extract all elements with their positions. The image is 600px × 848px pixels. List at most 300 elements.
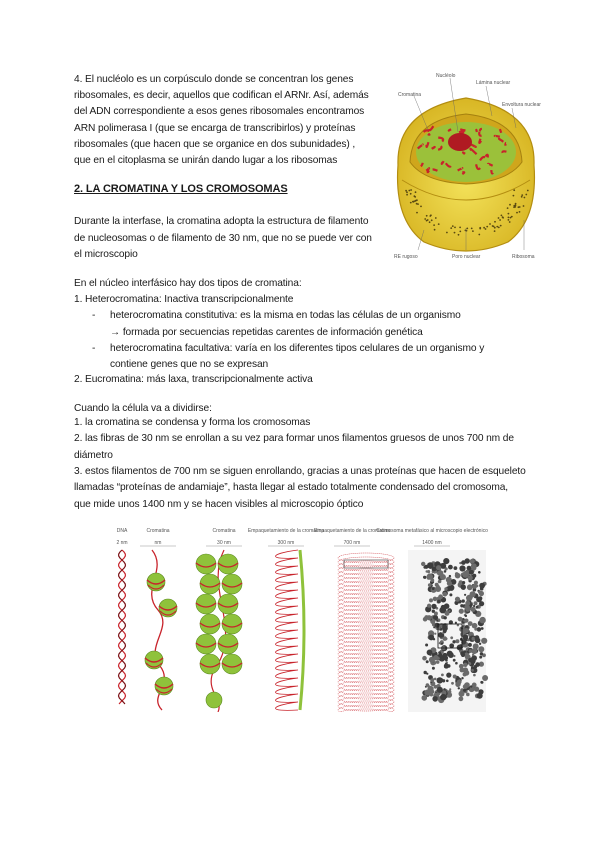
chromatin-granule [445,611,450,616]
chromatin-granule [436,585,440,589]
chromatin-granule [434,612,438,616]
chromatin-granule [443,592,448,597]
nucleosome-string [145,550,177,710]
label-poro-nuclear: Poro nuclear [452,254,481,260]
ribosome [501,215,503,217]
chromatin-strand [476,130,477,132]
chromatin-granule [460,638,463,641]
ribosome [478,234,480,236]
chromatin-granule [472,607,475,610]
chromatin-granule [437,687,443,693]
ribosome [510,217,512,219]
intro-line: ARN polimerasa I (que se encarga de transcribirlos) y proteínas [74,122,356,134]
ribosome [513,189,515,191]
chromatin-granule [463,573,468,578]
ribosome [471,228,473,230]
nucleosome [200,654,220,674]
chromatin-granule [429,598,433,602]
ribosome [502,217,504,219]
chromatin-granule [452,640,455,643]
chromatin-granule [441,674,444,677]
coil-turn [338,653,394,663]
chromatin-granule [466,693,470,697]
chromatin-granule [437,572,439,574]
nucleosome [218,594,238,614]
nucleosome [196,594,216,614]
chromatin-granule [432,587,435,590]
chromatin-granule [464,628,469,633]
ribosome [518,206,520,208]
chromatin-granule [437,677,443,683]
chromatin-strand [428,168,429,172]
ribosome [408,190,410,192]
chromatin-granule [431,604,436,609]
chromatin-granule [444,663,449,668]
nucleolus [448,133,472,151]
chromatin-granule [434,678,437,681]
coil-turn [338,589,394,599]
chromatin-granule [474,628,477,631]
chromatin-granule [434,685,438,689]
label-lamina-nuclear: Lámina nuclear [476,80,511,86]
column-size: 2 nm [116,540,128,546]
chromatin-granule [468,621,473,626]
chromatin-granule [449,575,451,577]
chromatin-granule [474,687,479,692]
ribosome [426,215,428,217]
label-ribosoma: Ribosoma [512,254,535,260]
chromatin-granule [440,610,443,613]
chromatin-granule [438,580,441,583]
chromatin-granule [467,584,473,590]
chromatin-granule [436,620,438,622]
chromatin-packaging-figure [114,524,494,712]
chromatin-granule [422,695,428,701]
nucleosome [196,634,216,654]
bullet-dash: - [92,343,96,354]
ribosome [513,195,515,197]
ribosome [466,228,468,230]
ribosome [472,230,474,232]
types-intro: En el núcleo interfásico hay dos tipos de cromatina: [74,278,302,289]
intro-line: ribosomales, es decir, aquellos que codifican el ARNr. Así, además [74,90,369,102]
nucleus-illustration [388,70,544,262]
coil-turn [338,645,394,655]
chromatin-granule [424,576,427,579]
chromatin-granule [455,639,459,643]
coil-turn [338,585,394,595]
ribosome [494,230,496,232]
nucleosome [200,574,220,594]
chromatin-granule [432,567,437,572]
ribosome [414,195,416,197]
ribosome [406,194,408,196]
ribosome [426,220,428,222]
metaphase-chromosome-micrograph [408,550,488,712]
chromatin-granule [424,671,427,674]
chromatin-granule [473,674,476,677]
ribosome [452,225,454,227]
chromatin-granule [436,565,441,570]
ribosome [516,212,518,214]
chromatin-granule [449,593,452,596]
chromatin-granule [478,571,481,574]
ribosome [499,219,501,221]
chromatin-granule [433,597,438,602]
chromatin-strand [432,147,435,149]
chromatin-granule [434,662,436,664]
coil-turn [338,669,394,679]
nucleosome [222,654,242,674]
chromatin-granule [481,638,487,644]
chromatin-loop [276,550,299,710]
chromatin-granule [480,652,483,655]
coil-turn [338,677,394,687]
coil-turn [338,661,394,671]
chromatin-granule [438,651,441,654]
chromatin-granule [463,667,469,673]
ribosome [508,213,510,215]
chromatin-granule [430,690,434,694]
ribosome [483,227,485,229]
chromatin-granule [446,680,449,683]
chromatin-granule [467,639,470,642]
coil-turn [338,665,394,675]
chromatin-granule [455,622,457,624]
chromatin-granule [448,565,453,570]
chromatin-granule [449,610,451,612]
interphase-line: el microscopio [74,249,138,260]
chromatin-granule [468,662,471,665]
chromatin-granule [462,581,465,584]
chromatin-granule [476,606,479,609]
ribosome [406,191,408,193]
ribosome [410,189,412,191]
ribosome [420,206,422,208]
ribosome [498,217,500,219]
coil-turn [338,673,394,683]
chromatin-granule [463,684,468,689]
chromatin-granule [437,600,441,604]
ribosome [509,204,511,206]
chromatin-granule [427,604,431,608]
ribosome [515,203,517,205]
chromatin-granule [468,643,472,647]
chromatin-granule [427,615,432,620]
chromatin-granule [459,565,465,571]
chromatin-granule [473,574,477,578]
chromatin-granule [434,633,436,635]
ribosome [405,190,407,192]
coil-turn [338,637,394,647]
chromatin-granule [463,634,468,639]
chromatin-granule [447,581,452,586]
coil-turn [338,553,394,563]
chromatin-granule [463,624,465,626]
column-title: Empaquetamiento de la cromatina [313,528,391,534]
chromatin-granule [453,675,457,679]
chromatin-granule [427,570,430,573]
division-step-line: que mide unos 1400 nm y se hacen visibles al microscopio óptico [74,498,364,510]
chromatin-granule [428,583,432,587]
chromatin-granule [458,617,463,622]
chromatin-granule [470,591,476,597]
chromatin-granule [470,685,472,687]
ribosome [508,219,510,221]
coil-turn [338,641,394,651]
chromatin-granule [479,583,485,589]
ribosome [508,217,510,219]
ribosome [438,223,440,225]
column-title: Cromatina [212,528,236,534]
chromatin-granule [475,638,481,644]
coil-turn [338,689,394,699]
ribosome [494,227,496,229]
bullet-dash: - [92,310,96,321]
chromatin-granule [455,662,458,665]
ribosome [410,202,412,204]
column-title: Empaquetamiento de la cromatina [247,528,325,534]
ribosome [492,225,494,227]
division-step-line: diámetro [74,449,113,461]
chromatin-granule [453,659,456,662]
intro-line: ribosomales (que hacen que se organice en dos subunidades) , [74,138,356,150]
chromatin-granule [463,689,466,692]
nucleosome [206,692,222,708]
coil-turn [338,621,394,631]
chromatin-granule [456,681,460,685]
chromatin-granule [428,685,431,688]
chromatin-granule [444,587,447,590]
ribosome [410,193,412,195]
chromatin-granule [478,689,483,694]
coil-turn [338,685,394,695]
division-step-line: 1. la cromatina se condensa y forma los cromosomas [74,417,311,428]
chromatin-granule [471,669,474,672]
chromatin-granule [435,623,440,628]
chromatin-granule [436,660,440,664]
chromatin-granule [479,656,482,659]
ribosome [416,212,418,214]
chromatin-granule [432,696,438,702]
coil-turn [338,693,394,703]
chromatin-type-line: 1. Heterocromatina: Inactiva transcripcionalmente [74,294,294,305]
chromatin-strand [505,143,506,146]
nucleosome [222,614,242,634]
chromatin-granule [476,585,479,588]
chromatin-granule [442,576,446,580]
column-size: 700 nm [343,540,361,546]
ribosome [498,227,500,229]
column-size: nm [154,540,162,546]
chromatin-strand [463,153,465,154]
chromatin-granule [458,687,460,689]
chromatin-granule [463,620,465,622]
coil-turn [338,697,394,707]
chromatin-granule [479,643,481,645]
chromatin-granule [475,662,480,667]
ribosome [459,227,461,229]
chromatin-granule [450,636,453,639]
chromatin-granule [446,673,451,678]
coil-turn [338,581,394,591]
ribosome [435,217,437,219]
division-step-line: llamadas “proteínas de andamiaje”, hasta llegar al estado totalmente condensado del cromosoma, [74,482,509,494]
chromatin-granule [467,566,472,571]
ribosome [500,225,502,227]
chromatin-strand [428,134,429,135]
chromatin-granule [463,663,467,667]
ribosome [489,223,491,225]
chromatin-granule [455,573,461,579]
chromatin-granule [428,635,434,641]
intro-line: del ADN correspondiente a esos genes ribosomales encontramos [74,106,365,118]
chromatin-granule [445,659,448,662]
chromatin-granule [459,696,464,701]
chromatin-granule [469,649,473,653]
ribosome [431,219,433,221]
coil-turn [338,561,394,571]
chromatin-granule [464,594,466,596]
coil-turn [338,629,394,639]
column-size: 300 nm [277,540,295,546]
coil-turn [338,617,394,627]
nucleosome [222,574,242,594]
ribosome [507,207,509,209]
ribosome [509,221,511,223]
coil-turn [338,565,394,575]
column-size: 1400 nm [422,540,442,546]
coil-turn [338,633,394,643]
ribosome [433,224,435,226]
chromatin-granule [432,667,435,670]
coil-turn [338,593,394,603]
ribosome [459,231,461,233]
chromatin-granule [472,654,474,656]
chromatin-granule [439,642,441,644]
division-step-line: 3. estos filamentos de 700 nm se siguen enrollando, gracias a unas proteínas que hacen de esqueleto [74,465,526,477]
chromatin-granule [451,682,454,685]
coil-turn [338,569,394,579]
chromatin-granule [461,653,465,657]
chromatin-granule [459,664,464,669]
column-headers [116,528,488,546]
chromatin-granule [431,631,433,633]
chromatin-granule [438,594,443,599]
nucleosome [200,614,220,634]
coil-turn [338,597,394,607]
chromatin-granule [444,616,447,619]
interphase-line: Durante la interfase, la cromatina adopta la estructura de filamento [74,216,369,227]
column-size: 30 nm [217,540,231,546]
chromatin-granule [440,694,446,700]
ribosome [494,221,496,223]
ribosome [479,228,481,230]
label-nucleolo: Nucléolo [436,73,456,79]
chromatin-granule [481,627,484,630]
ribosome [527,190,529,192]
chromatin-coil-700nm [338,553,394,712]
chromatin-loops-300nm [276,550,305,710]
chromatin-strand [449,129,451,130]
chromatin-granule [470,559,475,564]
ribosome [458,234,460,236]
chromatin-granule [478,596,482,600]
chromatin-granule [433,655,438,660]
chromatin-granule [471,648,477,654]
chromatin-granule [427,650,433,656]
chromatin-type-line: → formada por secuencias repetidas carentes de información genética [110,327,423,338]
chromatin-30nm-fibre [196,550,242,712]
chromatin-granule [478,646,484,652]
chromatin-granule [465,601,470,606]
chromatin-granule [425,644,428,647]
ribosome [415,191,417,193]
chromatin-granule [465,558,470,563]
chromatin-granule [449,643,454,648]
section-title: 2. LA CROMATINA Y LOS CROMOSOMAS [74,183,288,195]
ribosome [524,197,526,199]
division-intro: Cuando la célula va a dividirse: [74,403,212,414]
interphase-line: de nucleosomas o de filamento de 30 nm, que no se puede ver con [74,232,372,244]
nucleosome [196,554,216,574]
column-title: Cromatina [146,528,170,534]
chromatin-granule [426,660,429,663]
ribosome [424,218,426,220]
chromatin-granule [461,584,466,589]
ribosome [429,221,431,223]
coil-turn [338,605,394,615]
chromatin-granule [453,655,455,657]
ribosome [519,211,521,213]
label-cromatina: Cromatina [398,92,422,98]
chromatin-granule [474,601,478,605]
chromatin-granule [461,677,463,679]
chromatin-type-line: heterocromatina constitutiva: es la misma en todas las células de un organismo [110,310,461,321]
chromatin-granule [423,566,426,569]
ribosome [429,215,431,217]
chromatin-granule [465,615,467,617]
chromatin-granule [459,609,464,614]
chromatin-granule [455,597,460,602]
chromatin-granule [482,675,488,681]
chromatin-type-line: contiene genes que no se expresan [110,359,269,370]
chromatin-granule [424,690,430,696]
chromatin-granule [481,681,484,684]
label-re-rugoso: RE rugoso [394,254,418,260]
ribosome [454,227,456,229]
coil-turn [338,601,394,611]
label-envoltura-nuclear: Envoltura nuclear [502,102,541,108]
ribosome [450,227,452,229]
scaffold [300,550,304,710]
chromatin-granule [472,623,478,629]
nucleosome [218,554,238,574]
dna-double-helix [119,550,126,704]
chromatin-granule [462,599,465,602]
ribosome [485,228,487,230]
chromatin-granule [479,617,485,623]
chromatin-granule [430,678,434,682]
coil-turn [338,657,394,667]
ribosome [486,226,488,228]
chromatin-type-line: heterocromatina facultativa: varía en los diferentes tipos celulares de un organismo y [110,343,485,354]
chromatin-strand [479,139,481,143]
ribosome [513,205,515,207]
ribosome [446,232,448,234]
chromatin-granule [430,693,433,696]
chromatin-granule [430,578,434,582]
